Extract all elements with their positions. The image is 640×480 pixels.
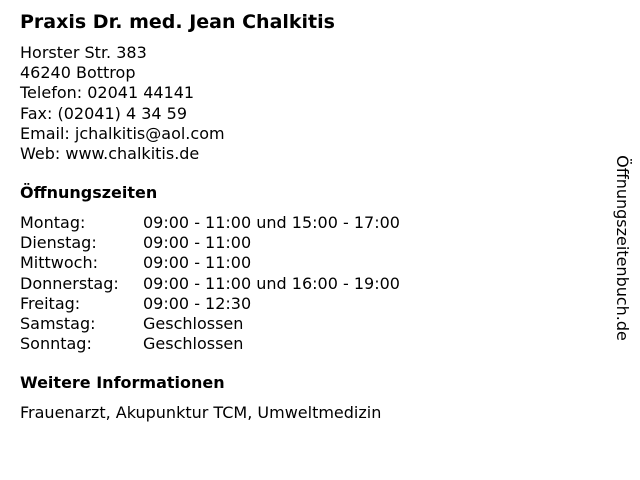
opening-hours-heading: Öffnungszeiten <box>20 183 158 202</box>
hours-row-monday <box>20 213 460 233</box>
hours-row-saturday <box>20 314 460 334</box>
hours-row-sunday <box>20 334 460 354</box>
hours-day: Montag: <box>20 213 86 232</box>
opening-hours-table <box>20 213 460 354</box>
site-watermark: Öffnungszeitenbuch.de <box>613 155 632 341</box>
hours-time: 09:00 - 11:00 und 16:00 - 19:00 <box>143 273 400 293</box>
hours-row-thursday <box>20 274 460 294</box>
address-street: Horster Str. 383 <box>20 43 147 62</box>
hours-day: Mittwoch: <box>20 253 98 273</box>
more-info-heading: Weitere Informationen <box>20 373 225 392</box>
hours-row-wednesday <box>20 253 460 273</box>
contact-block <box>20 43 225 164</box>
hours-day: Dienstag: <box>20 233 97 253</box>
address-city: 46240 Bottrop <box>20 63 136 83</box>
hours-time: 09:00 - 11:00 und 15:00 - 17:00 <box>143 213 400 232</box>
web-line: Web: www.chalkitis.de <box>20 143 200 163</box>
fax-line: Fax: (02041) 4 34 59 <box>20 103 188 123</box>
hours-day: Freitag: <box>20 293 81 313</box>
hours-day: Donnerstag: <box>20 273 119 293</box>
hours-time: 09:00 - 12:30 <box>143 293 252 313</box>
email-line: Email: jchalkitis@aol.com <box>20 123 225 143</box>
hours-day: Samstag: <box>20 313 96 333</box>
hours-time: Geschlossen <box>143 313 244 333</box>
hours-row-tuesday <box>20 233 460 253</box>
hours-time: Geschlossen <box>143 334 244 354</box>
hours-day: Sonntag: <box>20 334 92 354</box>
hours-time: 09:00 - 11:00 <box>143 253 252 273</box>
more-info-text: Frauenarzt, Akupunktur TCM, Umweltmedizin <box>20 403 382 422</box>
page-title: Praxis Dr. med. Jean Chalkitis <box>20 11 335 33</box>
hours-row-friday <box>20 294 460 314</box>
phone-line: Telefon: 02041 44141 <box>20 83 195 103</box>
hours-time: 09:00 - 11:00 <box>143 233 252 253</box>
